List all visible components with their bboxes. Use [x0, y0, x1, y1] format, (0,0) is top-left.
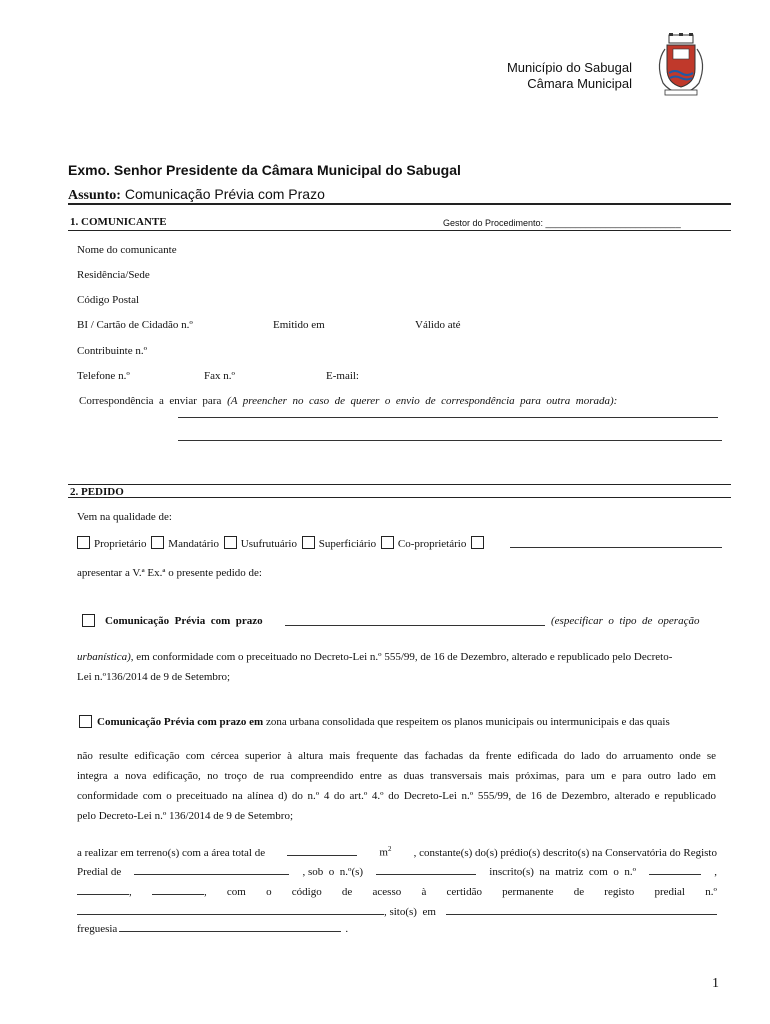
checkbox-usufrutuario[interactable] [224, 536, 237, 549]
option2-line-4: pelo Decreto-Lei n.º 136/2014 de 9 de Setembro; [77, 810, 294, 822]
option2-first-line [97, 716, 670, 728]
email-field[interactable]: E-mail: [326, 370, 359, 382]
terreno-inscrito: inscrito(s) na matriz com o n.º [489, 866, 636, 878]
telefone-field[interactable]: Telefone n.º [77, 370, 130, 382]
checkbox-option2[interactable] [79, 715, 92, 728]
option1-text2: Lei n.º136/2014 de 9 de Setembro; [77, 671, 231, 683]
qualidade-label: Vem na qualidade de: [77, 511, 172, 523]
correspondencia-note: (A preencher no caso de querer o envio de correspondência para outra morada): [227, 395, 618, 407]
option2-label: Comunicação Prévia com prazo em [97, 716, 264, 728]
option2-line-2: integra a nova edificação, no troço de rua compreendido entre as duas transversais mais próximas, para um e para outro lado em [77, 770, 716, 782]
option2-line-3: conformidade com o preceituado na alínea d) do n.º 4 do art.º 4.º do Decreto-Lei n.º 555/99, de 16 de Dezembro, alterado e republicado [77, 790, 716, 802]
emitido-field[interactable]: Emitido em [273, 319, 325, 331]
checkbox-mandatario[interactable] [151, 536, 164, 549]
matriz-field[interactable] [649, 865, 701, 875]
correspondencia-line-2[interactable] [178, 440, 722, 441]
option1-label: Comunicação Prévia com prazo [105, 615, 263, 627]
word-a: à [421, 886, 427, 898]
option-superficiario: Superficiário [318, 538, 377, 550]
terreno-sitos: , sito(s) em [383, 906, 436, 918]
codigo-postal-field[interactable]: Código Postal [77, 294, 140, 306]
qualidade-options [77, 536, 488, 550]
option1-text [77, 647, 717, 687]
option-coproprietario: Co-proprietário [397, 538, 467, 550]
matriz-field-2[interactable] [77, 885, 129, 895]
valido-field[interactable]: Válido até [415, 319, 461, 331]
terreno-line-4 [77, 905, 717, 918]
page-number: 1 [712, 976, 719, 991]
checkbox-superficiario[interactable] [302, 536, 315, 549]
option1-note2: urbanística) [77, 651, 131, 663]
area-total-field[interactable] [287, 846, 357, 856]
correspondencia-label [79, 395, 617, 407]
numero-registo-field[interactable] [376, 865, 476, 875]
option1-text1: , em conformidade com o preceituado no Decreto-Lei n.º 555/99, de 16 de Dezembro, alterado e republicado pelo Decreto- [130, 651, 673, 663]
terreno-line-5: freguesia . [77, 923, 349, 935]
option-mandatario: Mandatário [168, 538, 219, 550]
section2-top-divider [68, 484, 731, 485]
option1-note: (especificar o tipo de operação [551, 615, 700, 627]
option-proprietario: Proprietário [94, 538, 147, 550]
option2-text [77, 746, 716, 826]
contribuinte-field[interactable]: Contribuinte n.º [77, 345, 148, 357]
header-municipality [460, 60, 632, 92]
checkbox-outro[interactable] [471, 536, 484, 549]
word-certidao: certidão [446, 886, 482, 898]
outro-line[interactable] [510, 547, 722, 548]
camara-name: Câmara Municipal [527, 76, 632, 91]
section1-title: 1. COMUNICANTE [70, 216, 167, 228]
section1-divider [68, 230, 731, 231]
section2-divider [68, 497, 731, 498]
word-acesso: acesso [372, 886, 402, 898]
coat-of-arms-icon [651, 33, 711, 97]
municipio-name: Município do Sabugal [506, 60, 632, 75]
subject-label: Assunto: [68, 188, 121, 203]
correspondencia-line-1[interactable] [178, 417, 718, 418]
fax-field[interactable]: Fax n.º [204, 370, 235, 382]
terreno-sob: , sob o n.º(s) [302, 866, 364, 878]
terreno-m2: $m^2$ [379, 845, 392, 859]
word-predial: predial [654, 886, 685, 898]
terreno-line-1 [77, 845, 717, 859]
terreno-line-3: , , com o código de acesso à certidão permanente de registo predial n.º [77, 885, 717, 898]
word-permanente: permanente [502, 886, 554, 898]
word-de: de [341, 886, 353, 898]
subject-divider [68, 203, 731, 205]
addressee: Exmo. Senhor Presidente da Câmara Municipal do Sabugal [68, 162, 461, 178]
option1-line[interactable] [285, 625, 545, 626]
subject-value: Comunicação Prévia com Prazo [124, 186, 325, 202]
subject-line [68, 186, 325, 204]
bi-field[interactable]: BI / Cartão de Cidadão n.º [77, 319, 193, 331]
residencia-field[interactable]: Residência/Sede [77, 269, 150, 281]
matriz-field-3[interactable] [152, 885, 204, 895]
sitos-field[interactable] [446, 905, 717, 915]
predial-de-field[interactable] [134, 865, 289, 875]
option2-text-first: zona urbana consolidada que respeitem os planos municipais ou intermunicipais e das quais [263, 716, 670, 728]
word-de-2: de [573, 886, 585, 898]
nome-field[interactable]: Nome do comunicante [77, 244, 177, 256]
word-codigo: código [291, 886, 322, 898]
correspondencia-text: Correspondência a enviar para [79, 395, 222, 407]
checkbox-coproprietario[interactable] [381, 536, 394, 549]
terreno-constante: , constante(s) do(s) prédio(s) descrito(s) na Conservatória do Registo [413, 846, 717, 859]
checkbox-option1[interactable] [82, 614, 95, 627]
apresentar-label: apresentar a V.ª Ex.ª o presente pedido de: [77, 567, 262, 579]
certidao-field[interactable] [77, 905, 384, 915]
terreno-freguesia: freguesia [77, 923, 118, 935]
checkbox-proprietario[interactable] [77, 536, 90, 549]
section2-title: 2. PEDIDO [70, 486, 124, 498]
option-usufrutuario: Usufrutuário [240, 538, 297, 550]
word-o: o [266, 886, 272, 898]
gestor-field[interactable]: Gestor do Procedimento: ___________________________ [443, 218, 681, 228]
freguesia-field[interactable] [119, 922, 341, 932]
word-numero: n.º [705, 886, 717, 898]
terreno-line-2: Predial de , sob o n.º(s) inscrito(s) na matriz com o n.º , [77, 866, 717, 878]
word-com: com [226, 886, 246, 898]
option2-line-1: não resulte edificação com cércea superior à altura mais frequente das fachadas da frente edificada do lado do arruamento onde se [77, 750, 716, 762]
word-registo: registo [604, 886, 635, 898]
terreno-a-realizar: a realizar em terreno(s) com a área total de [77, 846, 266, 859]
terreno-predial-de: Predial de [77, 866, 122, 878]
